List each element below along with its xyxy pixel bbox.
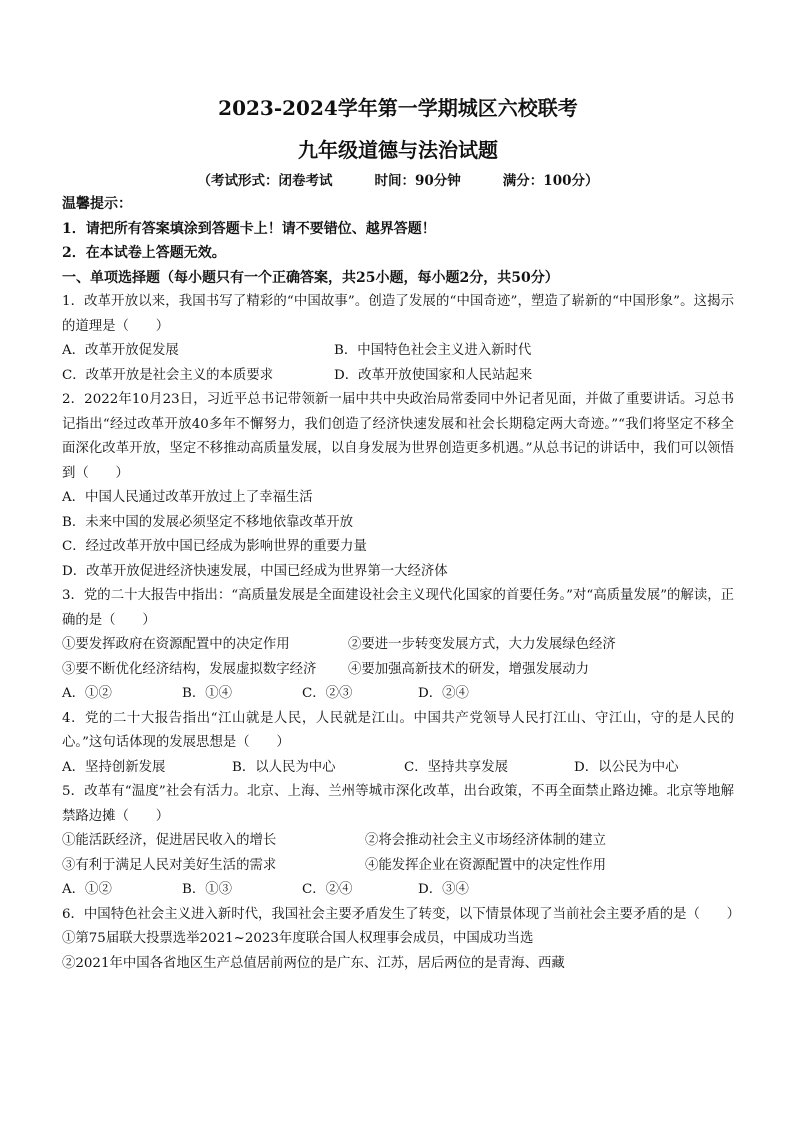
option-a: A．①② [62, 686, 112, 701]
exam-form: （考试形式：闭卷考试 [197, 173, 333, 189]
statement-4: ④能发挥企业在资源配置中的决定性作用 [365, 857, 607, 873]
option-b: B．中国特色社会主义进入新时代 [334, 343, 532, 358]
option-c: C．经过改革开放中国已经成为影响世界的重要力量 [62, 539, 367, 554]
question-5-statements-row2 [62, 854, 734, 879]
option-b: B．以人民为中心 [232, 759, 336, 775]
option-b: B．①④ [182, 686, 233, 701]
question-3-statements-row1 [62, 633, 734, 658]
tip-item-2: 2．在本试卷上答题无效。 [62, 245, 226, 261]
option-c: C．②④ [302, 882, 353, 897]
exam-time: 时间：90分钟 [374, 173, 461, 189]
question-5-statements-row1 [62, 829, 734, 854]
question-3-options [62, 682, 734, 707]
option-b: B．未来中国的发展必须坚定不移地依靠改革开放 [62, 514, 354, 530]
statement-2: ②将会推动社会主义市场经济体制的建立 [365, 833, 607, 848]
question-5-options [62, 878, 734, 903]
exam-info [62, 170, 734, 192]
option-c: C．②③ [302, 686, 353, 701]
statement-3: ③有利于满足人民对美好生活的需求 [62, 857, 277, 873]
option-b: B．①③ [182, 882, 233, 897]
question-2-stem: 2．2022年10月23日，习近平总书记带领新一届中共中央政治局常委同中外记者见面，并做了重要讲话。习总书记指出“经过改革开放40多年不懈努力，我们创造了经济快速发展和社会长期稳定两大奇迹。”“我们将坚定不移全面深化改革开放，坚定不移推动高质量发展，以自身发展为世界创造更多机遇。”从总书记的讲话中，我们可以领悟到（ ） [62, 392, 734, 481]
question-6-stem: 6．中国特色社会主义进入新时代，我国社会主要矛盾发生了转变，以下情景体现了当前社会主要矛盾的是（ ） [62, 906, 741, 922]
statement-1: ①能活跃经济，促进居民收入的增长 [62, 833, 277, 848]
question-1-stem: 1．改革开放以来，我国书写了精彩的“中国故事”。创造了发展的“中国奇迹”，塑造了崭新的“中国形象”。这揭示的道理是（ ） [62, 294, 734, 334]
option-c: C．改革开放是社会主义的本质要求 [62, 367, 274, 383]
statement-4: ④要加强高新技术的研发，增强发展动力 [348, 661, 590, 677]
statement-2: ②要进一步转变发展方式，大力发展绿色经济 [348, 637, 616, 652]
exam-score: 满分：100分） [502, 173, 599, 189]
option-d: D．③④ [418, 882, 469, 897]
option-d: D．以公民为中心 [574, 759, 679, 775]
question-3-stem: 3．党的二十大报告中指出：“高质量发展是全面建设社会主义现代化国家的首要任务。”对“高质量发展”的解读，正确的是（ ） [62, 588, 734, 628]
statement-3: ③要不断优化经济结构，发展虚拟数字经济 [62, 661, 317, 677]
exam-page [62, 92, 741, 976]
option-a: A．中国人民通过改革开放过上了幸福生活 [62, 490, 313, 505]
option-a: A．①② [62, 882, 112, 897]
tips-heading: 温馨提示： [62, 196, 132, 212]
exam-title: 2023-2024学年第一学期城区六校联考 [218, 96, 578, 120]
question-1-options-row1 [62, 339, 734, 364]
option-d: D．②④ [418, 686, 469, 701]
option-a: A．坚持创新发展 [62, 759, 166, 775]
question-5-stem: 5．改革有“温度”社会有活力。北京、上海、兰州等城市深化改革，出台政策，不再全面禁止路边摊。北京等地解禁路边摊（ ） [62, 784, 734, 824]
statement-1: ①第75届联大投票选举2021~2023年度联合国人权理事会成员，中国成功当选 [62, 931, 534, 946]
tip-item-1: 1．请把所有答案填涂到答题卡上！请不要错位、越界答题！ [62, 220, 436, 237]
statement-2: ②2021年中国各省地区生产总值居前两位的是广东、江苏，居后两位的是青海、西藏 [62, 955, 565, 971]
option-c: C．坚持共享发展 [404, 759, 508, 775]
question-3-statements-row2 [62, 658, 734, 683]
option-d: D．改革开放使国家和人民站起来 [334, 367, 533, 383]
question-1-options-row2 [62, 364, 734, 389]
statement-1: ①要发挥政府在资源配置中的决定作用 [62, 637, 290, 652]
section-heading: 一、单项选择题（每小题只有一个正确答案，共25小题，每小题2分，共50分） [62, 269, 559, 286]
option-a: A．改革开放促发展 [62, 343, 179, 358]
exam-subtitle: 九年级道德与法治试题 [298, 138, 498, 162]
question-4-options [62, 756, 734, 781]
option-d: D．改革开放促进经济快速发展，中国已经成为世界第一大经济体 [62, 563, 448, 579]
question-4-stem: 4．党的二十大报告指出“江山就是人民，人民就是江山。中国共产党领导人民打江山、守江山，守的是人民的心。”这句话体现的发展思想是（ ） [62, 710, 734, 750]
